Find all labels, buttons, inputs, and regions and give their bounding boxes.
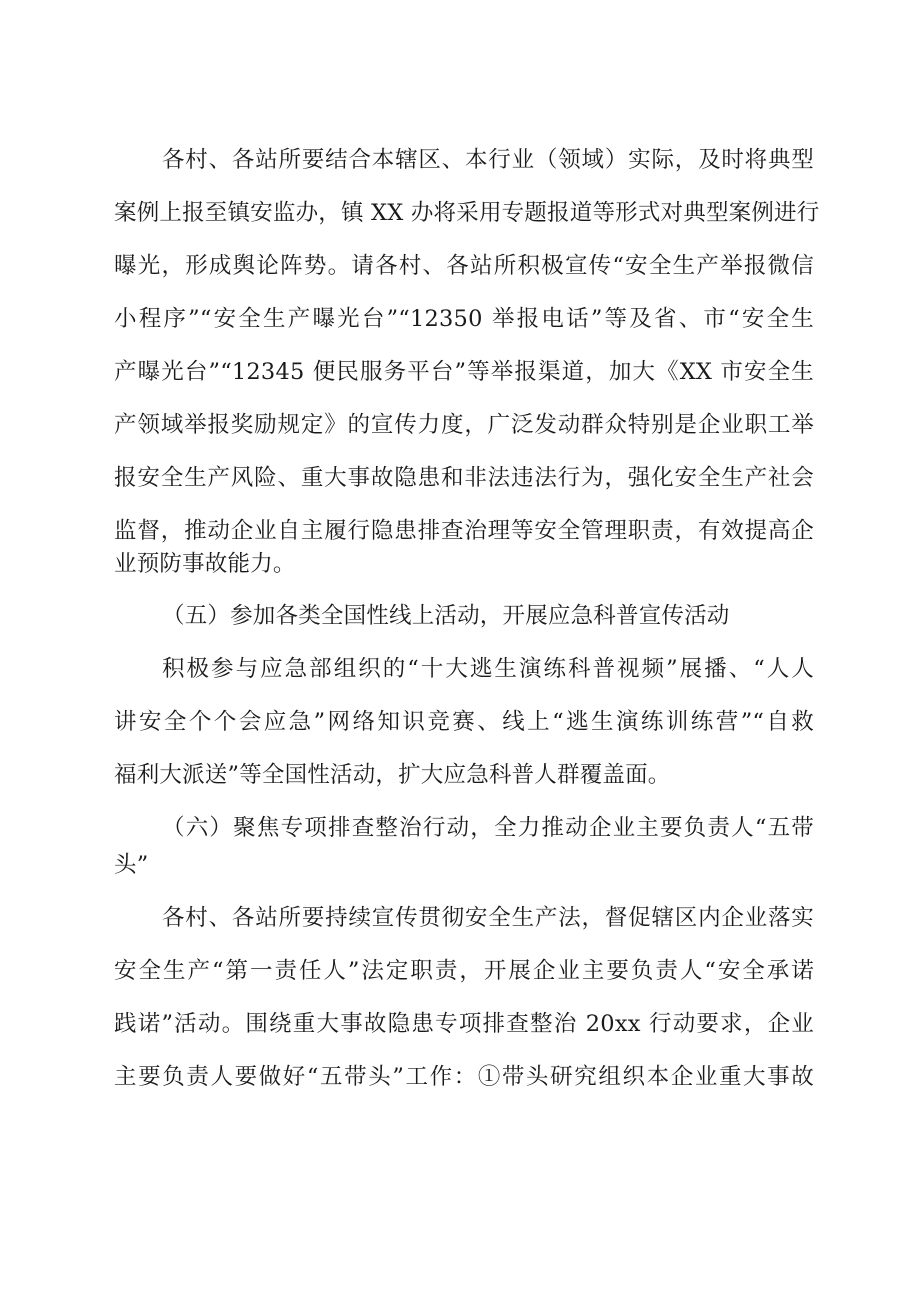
- text-line: 福利大派送”等全国性活动，扩大应急科普人群覆盖面。: [114, 762, 671, 788]
- text-line: 践诺”活动。围绕重大事故隐患专项排查整治 20xx 行动要求，企业: [114, 1011, 814, 1037]
- text-line: 监督，推动企业自主履行隐患排查治理等安全管理职责，有效提高企: [114, 518, 814, 544]
- text-line: 积极参与应急部组织的“十大逃生演练科普视频”展播、“人人: [162, 656, 814, 682]
- text-line: 产曝光台”“12345 便民服务平台”等举报渠道，加大《XX 市安全生: [114, 359, 814, 385]
- text-line: 业预防事故能力。: [114, 551, 296, 577]
- text-line: 小程序”“安全生产曝光台”“12350 举报电话”等及省、市“安全生: [114, 306, 814, 332]
- text-line: （六）聚焦专项排查整治行动，全力推动企业主要负责人“五带: [162, 815, 814, 841]
- text-line: 案例上报至镇安监办，镇 XX 办将采用专题报道等形式对典型案例进行: [114, 200, 820, 226]
- text-line: 产领域举报奖励规定》的宣传力度，广泛发动群众特别是企业职工举: [114, 412, 814, 438]
- text-line: 头”: [114, 852, 149, 878]
- text-line: 安全生产“第一责任人”法定职责，开展企业主要负责人“安全承诺: [114, 958, 814, 984]
- text-line: 各村、各站所要结合本辖区、本行业（领域）实际，及时将典型: [162, 147, 814, 173]
- text-line: 主要负责人要做好“五带头”工作：①带头研究组织本企业重大事故: [114, 1064, 814, 1090]
- text-line: 讲安全个个会应急”网络知识竞赛、线上“逃生演练训练营”“自救: [114, 709, 814, 735]
- text-line: 各村、各站所要持续宣传贯彻安全生产法，督促辖区内企业落实: [162, 905, 814, 931]
- text-line: 报安全生产风险、重大事故隐患和非法违法行为，强化安全生产社会: [114, 465, 814, 491]
- section-heading-5: （五）参加各类全国性线上活动，开展应急科普宣传活动: [162, 603, 730, 629]
- text-line: 曝光，形成舆论阵势。请各村、各站所积极宣传“安全生产举报微信: [114, 253, 814, 279]
